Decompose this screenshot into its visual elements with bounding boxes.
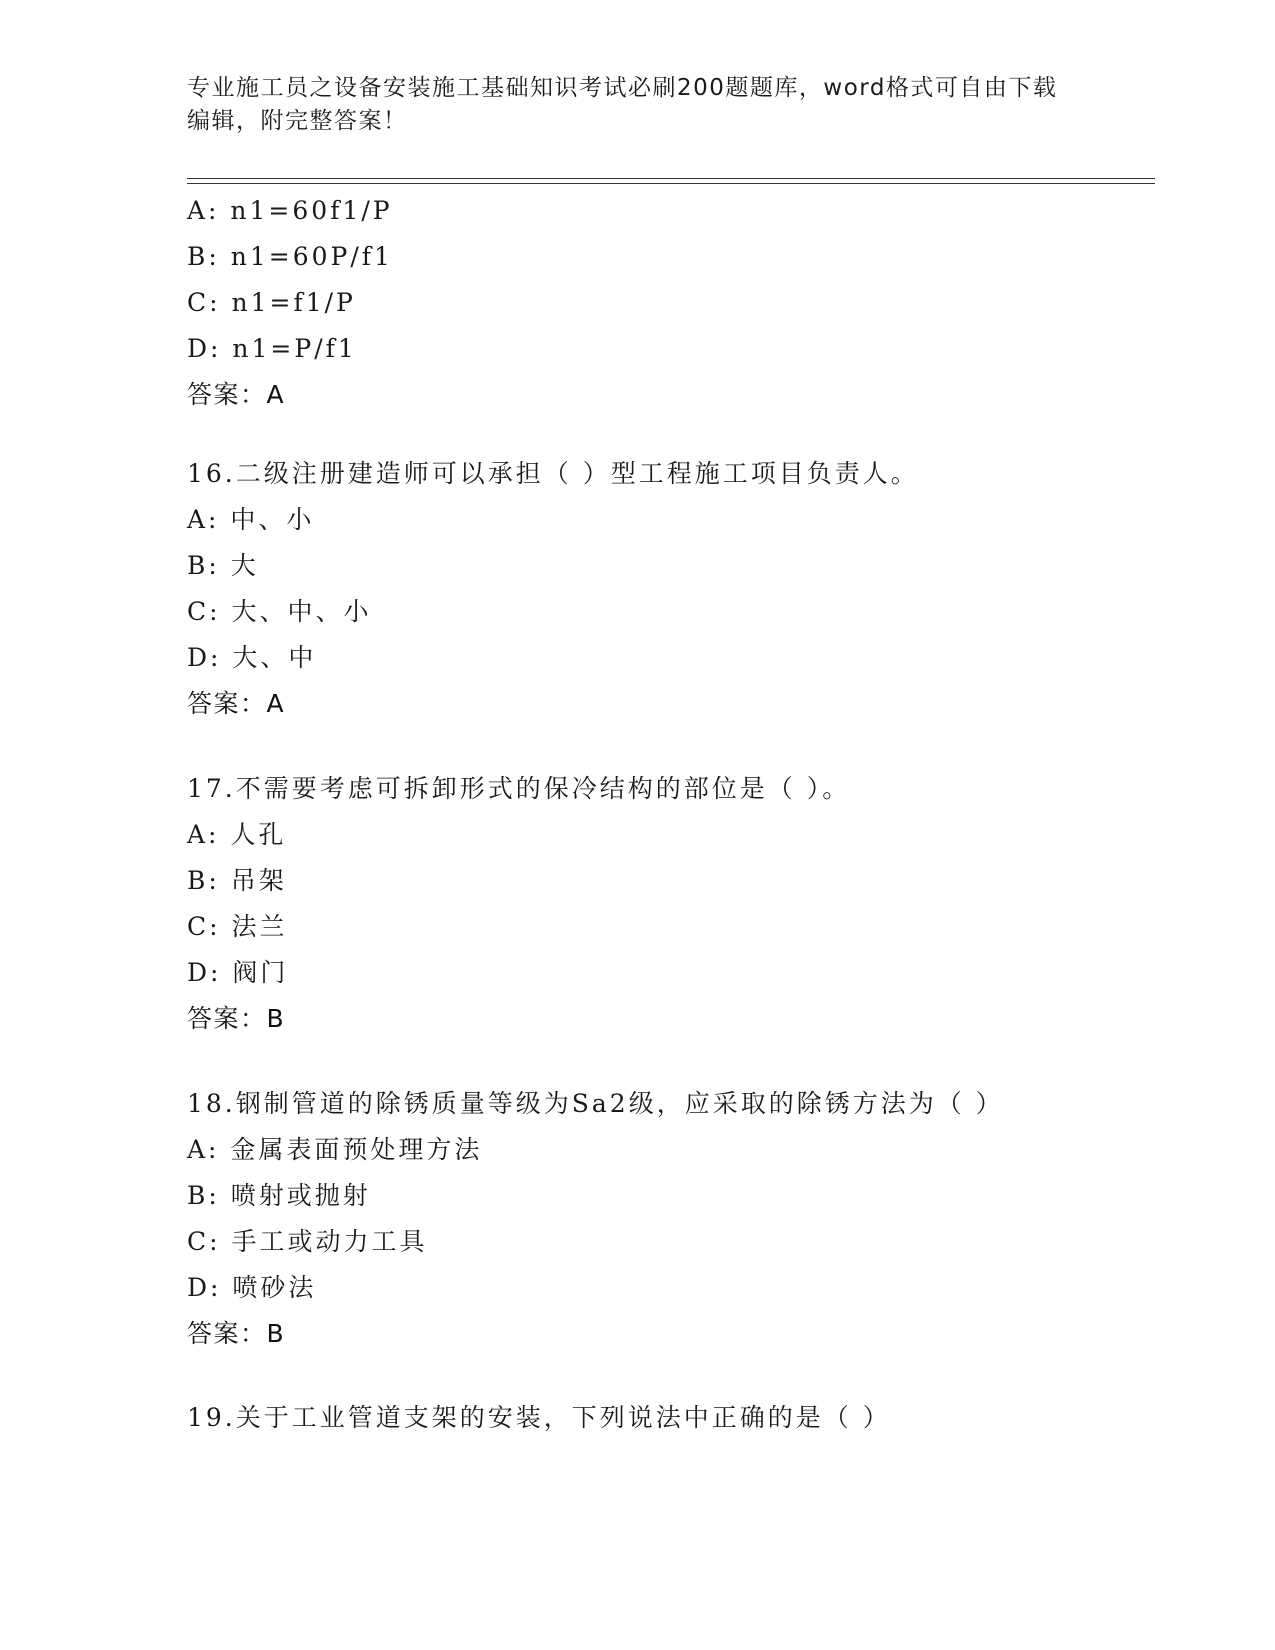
option-d: D: 阀门 <box>187 958 289 987</box>
option-c: C: 大、中、小 <box>187 597 372 626</box>
option-a: A: 金属表面预处理方法 <box>187 1135 483 1164</box>
question-19-block <box>187 1395 1187 1441</box>
question-text: 17.不需要考虑可拆卸形式的保冷结构的部位是（ ）。 <box>187 774 851 803</box>
option-a: A: 中、小 <box>187 505 315 534</box>
option-d: D: n1=P/f1 <box>187 334 357 363</box>
option-b: B: n1=60P/f1 <box>187 242 393 271</box>
option-b: B: 大 <box>187 551 259 580</box>
option-d: D: 喷砂法 <box>187 1273 317 1302</box>
question-18-block <box>187 1081 1187 1357</box>
question-text: 19.关于工业管道支架的安装，下列说法中正确的是（ ） <box>187 1403 891 1432</box>
header-line-1: 专业施工员之设备安装施工基础知识考试必刷200题题库，word格式可自由下载 <box>187 75 1058 101</box>
option-d: D: 大、中 <box>187 643 317 672</box>
document-header <box>187 72 1067 138</box>
answer: 答案：A <box>187 380 286 409</box>
option-c: C: n1=f1/P <box>187 288 356 317</box>
option-a: A: 人孔 <box>187 820 287 849</box>
header-divider-top <box>187 178 1155 179</box>
question-17-block <box>187 766 1187 1042</box>
header-line-2: 编辑，附完整答案！ <box>187 108 408 134</box>
answer: 答案：A <box>187 689 286 718</box>
answer: 答案：B <box>187 1004 286 1033</box>
answer: 答案：B <box>187 1319 286 1348</box>
option-a: A: n1=60f1/P <box>187 196 393 225</box>
question-text: 16.二级注册建造师可以承担（ ）型工程施工项目负责人。 <box>187 459 919 488</box>
option-b: B: 吊架 <box>187 866 287 895</box>
option-c: C: 手工或动力工具 <box>187 1227 428 1256</box>
question-text: 18.钢制管道的除锈质量等级为Sa2级，应采取的除锈方法为（ ） <box>187 1089 1004 1118</box>
option-b: B: 喷射或抛射 <box>187 1181 371 1210</box>
question-16-block <box>187 451 1187 727</box>
option-c: C: 法兰 <box>187 912 288 941</box>
header-divider-bottom <box>187 183 1155 184</box>
question-15-block <box>187 188 1187 418</box>
